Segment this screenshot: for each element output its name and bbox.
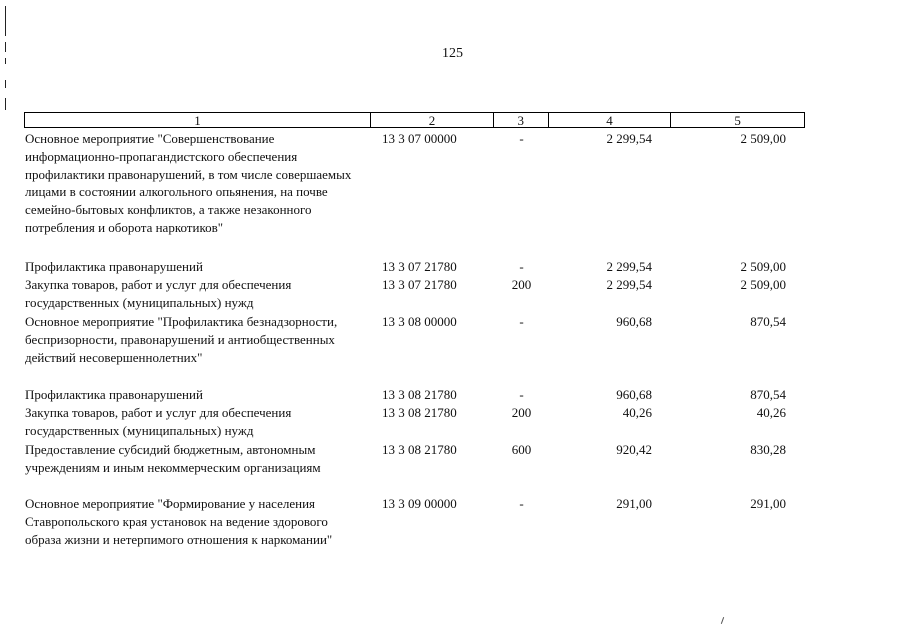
row-value-5: 870,54 [750, 387, 786, 402]
row-code: 13 3 07 21780 [382, 259, 457, 274]
scan-edge-mark [5, 80, 6, 88]
row-value-4: 960,68 [616, 387, 652, 402]
row-value-4: 920,42 [616, 442, 652, 457]
row-value-4: 960,68 [616, 314, 652, 329]
row-type: 200 [511, 405, 532, 420]
column-header: 1 [194, 113, 201, 128]
table-header-row [24, 112, 805, 128]
row-name: Основное мероприятие "Профилактика безнадзорности, беспризорности, правонарушений и антиобщественных действий несовершеннолетних" [25, 314, 338, 365]
row-type: - [519, 387, 524, 402]
row-code: 13 3 08 00000 [382, 314, 457, 329]
row-code: 13 3 07 00000 [382, 131, 457, 146]
column-header: 3 [493, 113, 548, 127]
row-value-5: 2 509,00 [740, 259, 786, 274]
row-name: Предоставление субсидий бюджетным, автономным учреждениям и иным некоммерческим организациям [25, 442, 321, 475]
row-code: 13 3 09 00000 [382, 496, 457, 511]
row-value-5: 40,26 [756, 405, 786, 420]
row-name: Профилактика правонарушений [25, 387, 203, 402]
column-header: 2 [370, 113, 493, 127]
row-type: - [519, 131, 524, 146]
row-value-5: 870,54 [750, 314, 786, 329]
row-value-4: 2 299,54 [606, 131, 652, 146]
column-header: 5 [670, 113, 804, 127]
row-type: - [519, 496, 524, 511]
row-value-5: 830,28 [750, 442, 786, 457]
row-type: 200 [511, 277, 532, 292]
column-header: 4 [548, 113, 671, 127]
scan-artifact-mark [721, 617, 724, 624]
row-value-5: 2 509,00 [740, 131, 786, 146]
row-value-5: 291,00 [750, 496, 786, 511]
row-code: 13 3 08 21780 [382, 442, 457, 457]
row-name: Закупка товаров, работ и услуг для обеспечения государственных (муниципальных) нужд [25, 277, 292, 310]
budget-table [24, 112, 805, 547]
row-code: 13 3 07 21780 [382, 277, 457, 292]
row-name: Основное мероприятие "Формирование у населения Ставропольского края установок на ведение здорового образа жизни и нетерпимого отношения к наркомании" [25, 496, 333, 547]
row-value-4: 291,00 [616, 496, 652, 511]
scan-edge-mark [5, 98, 6, 110]
row-code: 13 3 08 21780 [382, 387, 457, 402]
row-name: Основное мероприятие "Совершенствование информационно-пропагандистского обеспечения профилактики правонарушений, в том числе совершаемых лицами в состоянии алкогольного опьянения, на почве семейно-бытовых конфликтов, а также незаконного потребления и оборота наркотиков" [25, 131, 352, 235]
row-type: 600 [511, 442, 532, 457]
row-value-4: 40,26 [622, 405, 652, 420]
row-value-4: 2 299,54 [606, 259, 652, 274]
row-name: Закупка товаров, работ и услуг для обеспечения государственных (муниципальных) нужд [25, 405, 292, 438]
row-type: - [519, 314, 524, 329]
row-value-5: 2 509,00 [740, 277, 786, 292]
page-number: 125 [442, 46, 463, 61]
row-code: 13 3 08 21780 [382, 405, 457, 420]
row-value-4: 2 299,54 [606, 277, 652, 292]
row-name: Профилактика правонарушений [25, 259, 203, 274]
scan-edge-mark [5, 6, 6, 36]
row-type: - [519, 259, 524, 274]
